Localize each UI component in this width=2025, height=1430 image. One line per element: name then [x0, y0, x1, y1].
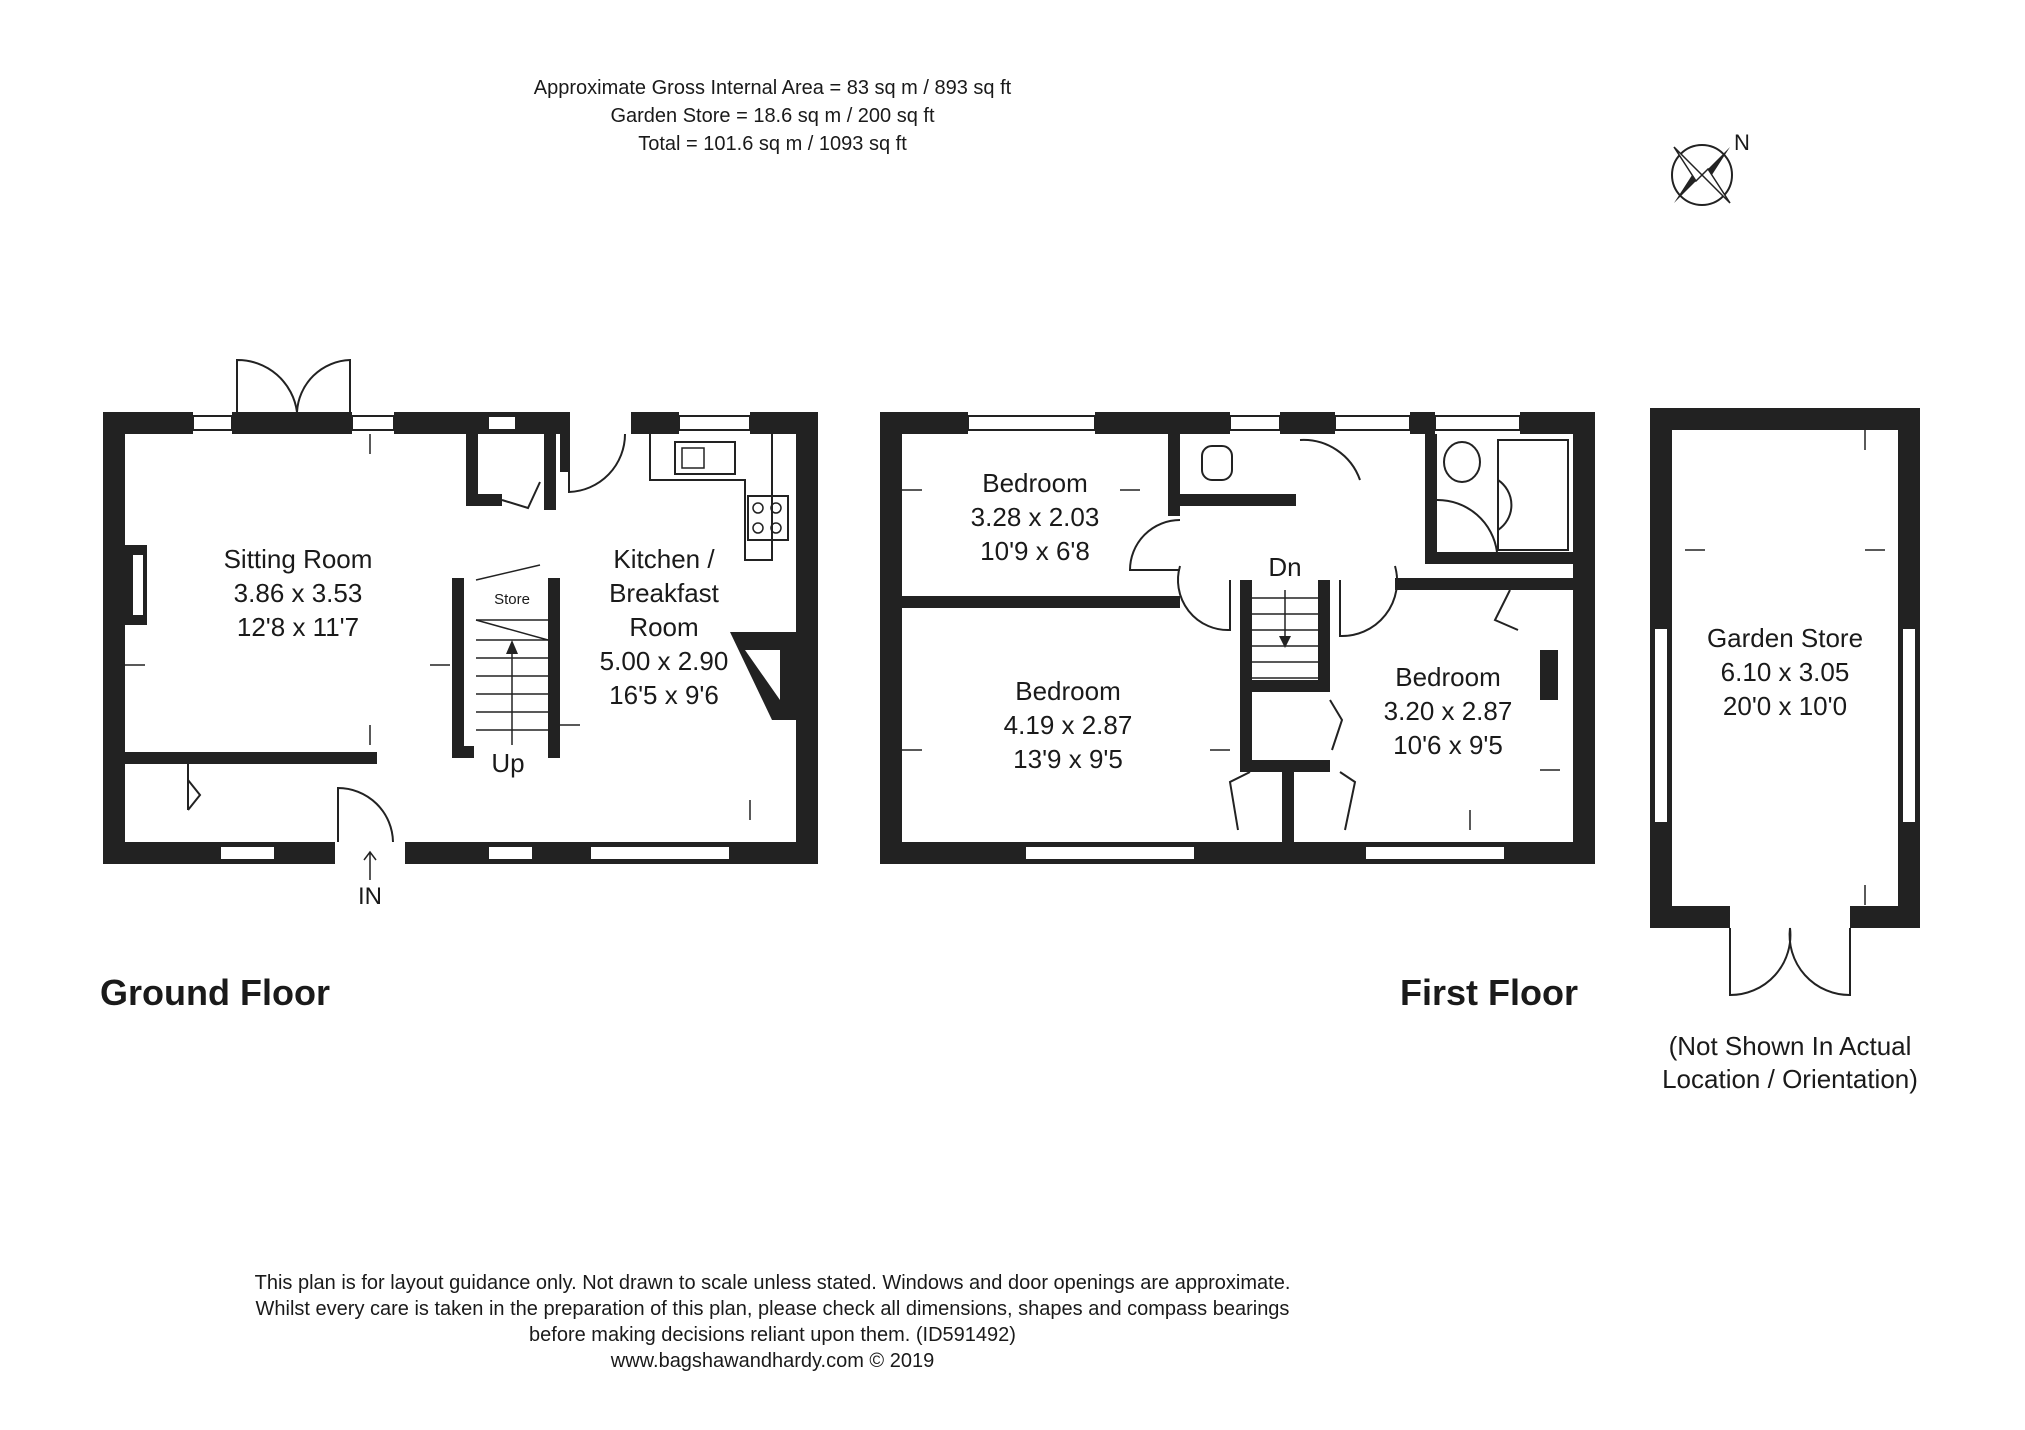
kitchen-metric: 5.00 x 2.90 — [599, 646, 729, 676]
bedroom-3-metric: 3.20 x 2.87 — [1383, 696, 1513, 726]
disclaimer — [0, 1270, 1545, 1374]
sitting-room-metric: 3.86 x 3.53 — [233, 578, 363, 608]
area-summary-line-2: Garden Store = 18.6 sq m / 200 sq ft — [610, 105, 935, 127]
sitting-room-name: Sitting Room — [223, 544, 373, 574]
disclaimer-line-2: Whilst every care is taken in the preparation of this plan, please check all dimensions, shapes and compass bearings — [255, 1298, 1290, 1320]
bedroom-1-imperial: 10'9 x 6'8 — [980, 536, 1090, 566]
bedroom-2-imperial: 13'9 x 9'5 — [1013, 744, 1123, 774]
stairs-up-label: Up — [491, 748, 525, 778]
bedroom-1-metric: 3.28 x 2.03 — [970, 502, 1100, 532]
stairs-down-label: Dn — [1268, 552, 1302, 582]
garden-store-imperial: 20'0 x 10'0 — [1722, 691, 1848, 721]
entrance-label: IN — [358, 883, 382, 910]
bedroom-2-metric: 4.19 x 2.87 — [1003, 710, 1133, 740]
bedroom-3-name: Bedroom — [1395, 662, 1501, 692]
kitchen-imperial: 16'5 x 9'6 — [609, 680, 719, 710]
disclaimer-line-3: before making decisions reliant upon them. (ID591492) — [529, 1324, 1016, 1346]
ground-floor-plan — [103, 360, 818, 864]
garden-store-note — [1640, 1030, 1940, 1096]
compass-north-label: N — [1734, 130, 1750, 155]
garden-store-note-line-1: (Not Shown In Actual — [1668, 1031, 1912, 1061]
disclaimer-line-1: This plan is for layout guidance only. Not drawn to scale unless stated. Windows and door openings are approximate. — [254, 1272, 1291, 1294]
kitchen-name-line-1: Kitchen / — [613, 544, 715, 574]
kitchen-name-line-2: Breakfast — [609, 578, 719, 608]
area-summary-line-3: Total = 101.6 sq m / 1093 sq ft — [638, 133, 907, 155]
kitchen-name-line-3: Room — [629, 612, 699, 642]
garden-store-metric: 6.10 x 3.05 — [1720, 657, 1850, 687]
ground-floor-title: Ground Floor — [100, 972, 330, 1013]
garden-store-note-line-2: Location / Orientation) — [1662, 1064, 1918, 1094]
sitting-room-imperial: 12'8 x 11'7 — [236, 612, 360, 642]
garden-store-name: Garden Store — [1706, 623, 1864, 653]
bedroom-2-name: Bedroom — [1015, 676, 1121, 706]
area-summary-line-1: Approximate Gross Internal Area = 83 sq m / 893 sq ft — [533, 77, 1012, 99]
store-label: Store — [494, 591, 530, 608]
website-copyright: www.bagshawandhardy.com © 2019 — [610, 1350, 935, 1372]
bedroom-1-name: Bedroom — [982, 468, 1088, 498]
first-floor-title: First Floor — [1400, 972, 1578, 1013]
compass-icon — [1672, 145, 1732, 205]
bedroom-3-imperial: 10'6 x 9'5 — [1393, 730, 1503, 760]
